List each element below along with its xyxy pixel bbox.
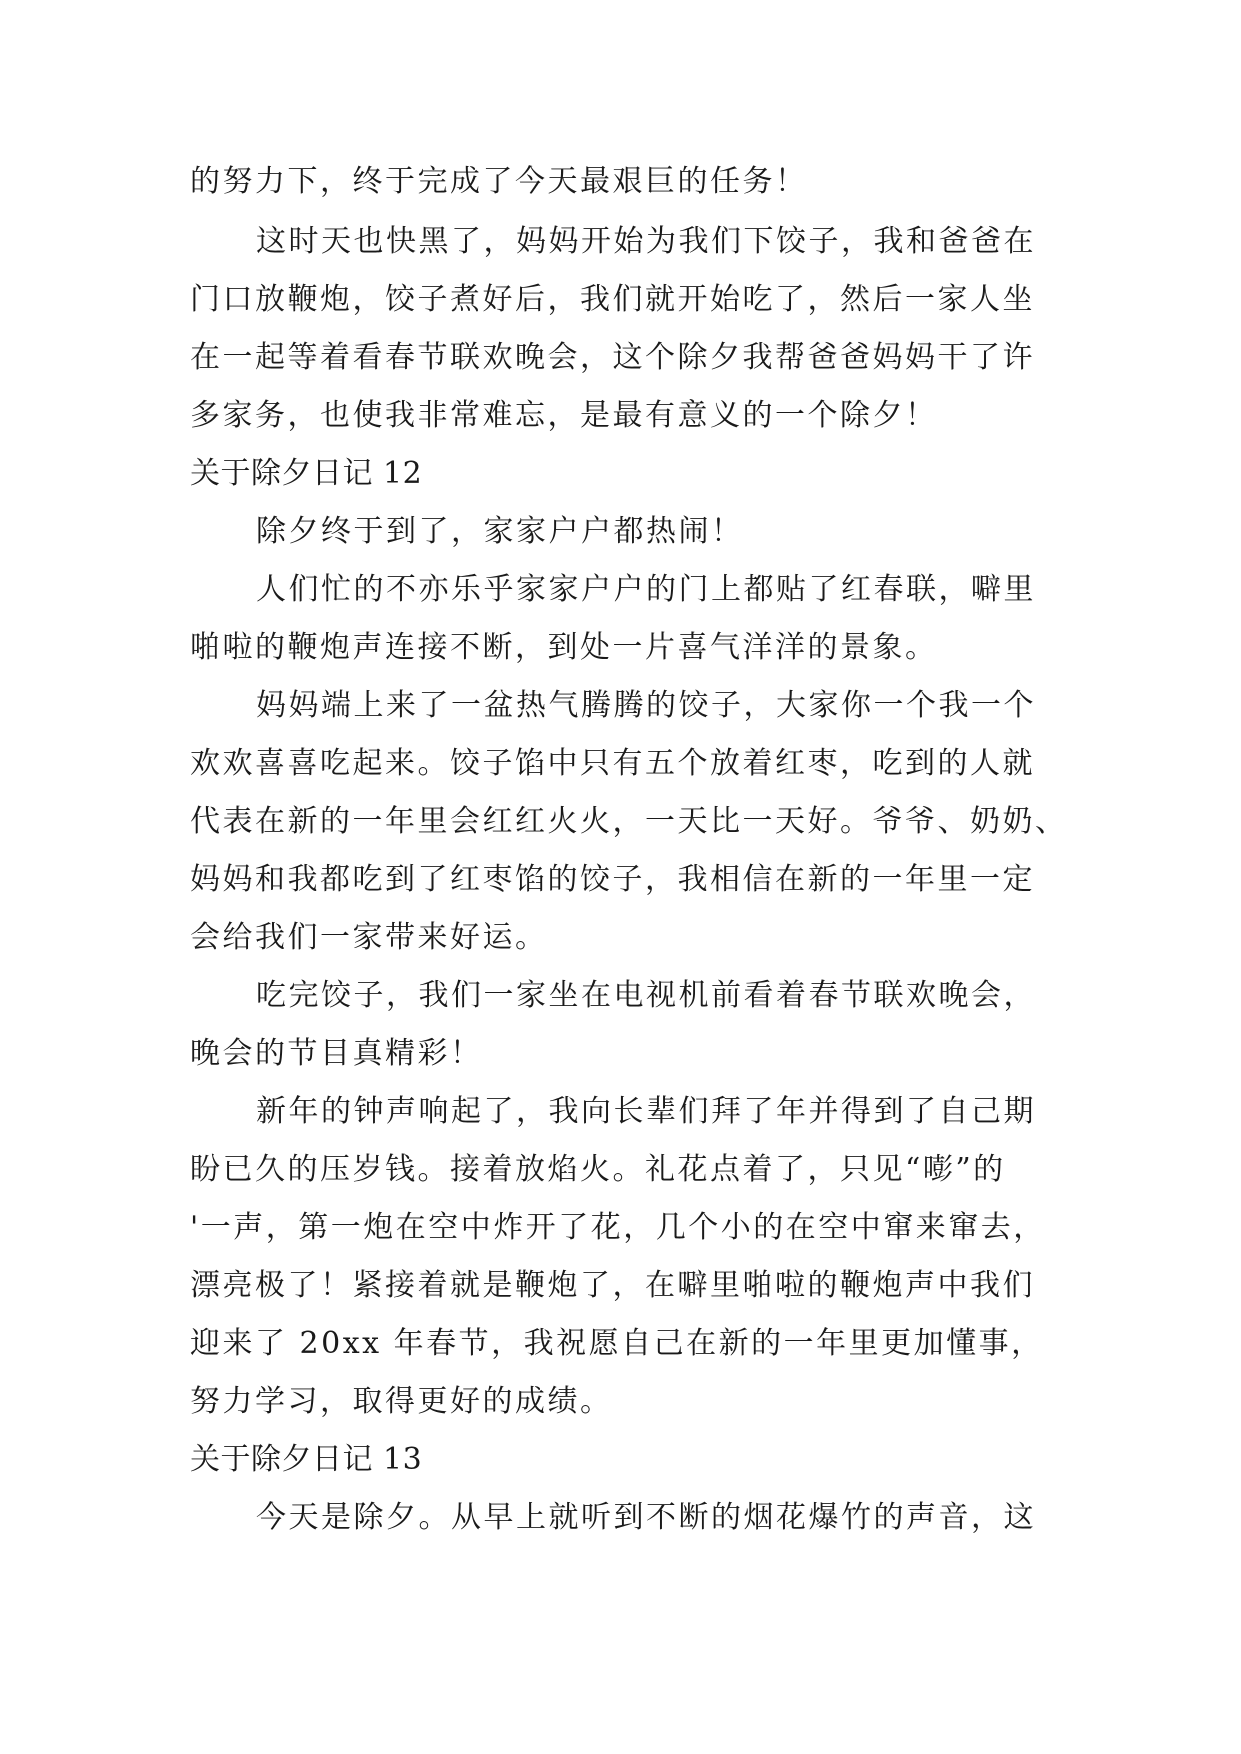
text-line: 会给我们一家带来好运。 [190,920,548,955]
paragraph-start: 新年的钟声响起了，我向长辈们拜了年并得到了自己期 [256,1094,1036,1129]
text-line: 盼已久的压岁钱。接着放焰火。礼花点着了，只见“嘭”的 [190,1152,1006,1187]
text-line: 的努力下，终于完成了今天最艰巨的任务！ [190,164,808,199]
text-line: 迎来了 20xx 年春节，我祝愿自己在新的一年里更加懂事， [190,1326,1044,1361]
text-line: 晚会的节目真精彩！ [190,1036,483,1071]
paragraph-start: 妈妈端上来了一盆热气腾腾的饺子，大家你一个我一个 [256,688,1036,723]
text-line: 欢欢喜喜吃起来。饺子馅中只有五个放着红枣，吃到的人就 [190,746,1035,781]
paragraph-start: 吃完饺子，我们一家坐在电视机前看着春节联欢晚会， [256,978,1036,1013]
text-line: 啪啦的鞭炮声连接不断，到处一片喜气洋洋的景象。 [190,630,938,665]
text-line: '一声，第一炮在空中炸开了花，几个小的在空中窜来窜去， [190,1210,1046,1245]
text-line: 多家务，也使我非常难忘，是最有意义的一个除夕！ [190,398,938,433]
text-line: 代表在新的一年里会红红火火，一天比一天好。爷爷、奶奶、 [190,804,1068,839]
paragraph-start: 今天是除夕。从早上就听到不断的烟花爆竹的声音，这 [256,1500,1036,1535]
section-heading: 关于除夕日记 12 [190,456,423,491]
paragraph-start: 除夕终于到了，家家户户都热闹！ [256,514,744,549]
text-line: 漂亮极了！紧接着就是鞭炮了，在噼里啪啦的鞭炮声中我们 [190,1268,1035,1303]
paragraph-start: 这时天也快黑了，妈妈开始为我们下饺子，我和爸爸在 [256,224,1036,259]
text-line: 门口放鞭炮，饺子煮好后，我们就开始吃了，然后一家人坐 [190,282,1035,317]
text-line: 妈妈和我都吃到了红枣馅的饺子，我相信在新的一年里一定 [190,862,1035,897]
text-line: 努力学习，取得更好的成绩。 [190,1384,613,1419]
text-line: 在一起等着看春节联欢晚会，这个除夕我帮爸爸妈妈干了许 [190,340,1035,375]
paragraph-start: 人们忙的不亦乐乎家家户户的门上都贴了红春联，噼里 [256,572,1036,607]
section-heading: 关于除夕日记 13 [190,1442,423,1477]
